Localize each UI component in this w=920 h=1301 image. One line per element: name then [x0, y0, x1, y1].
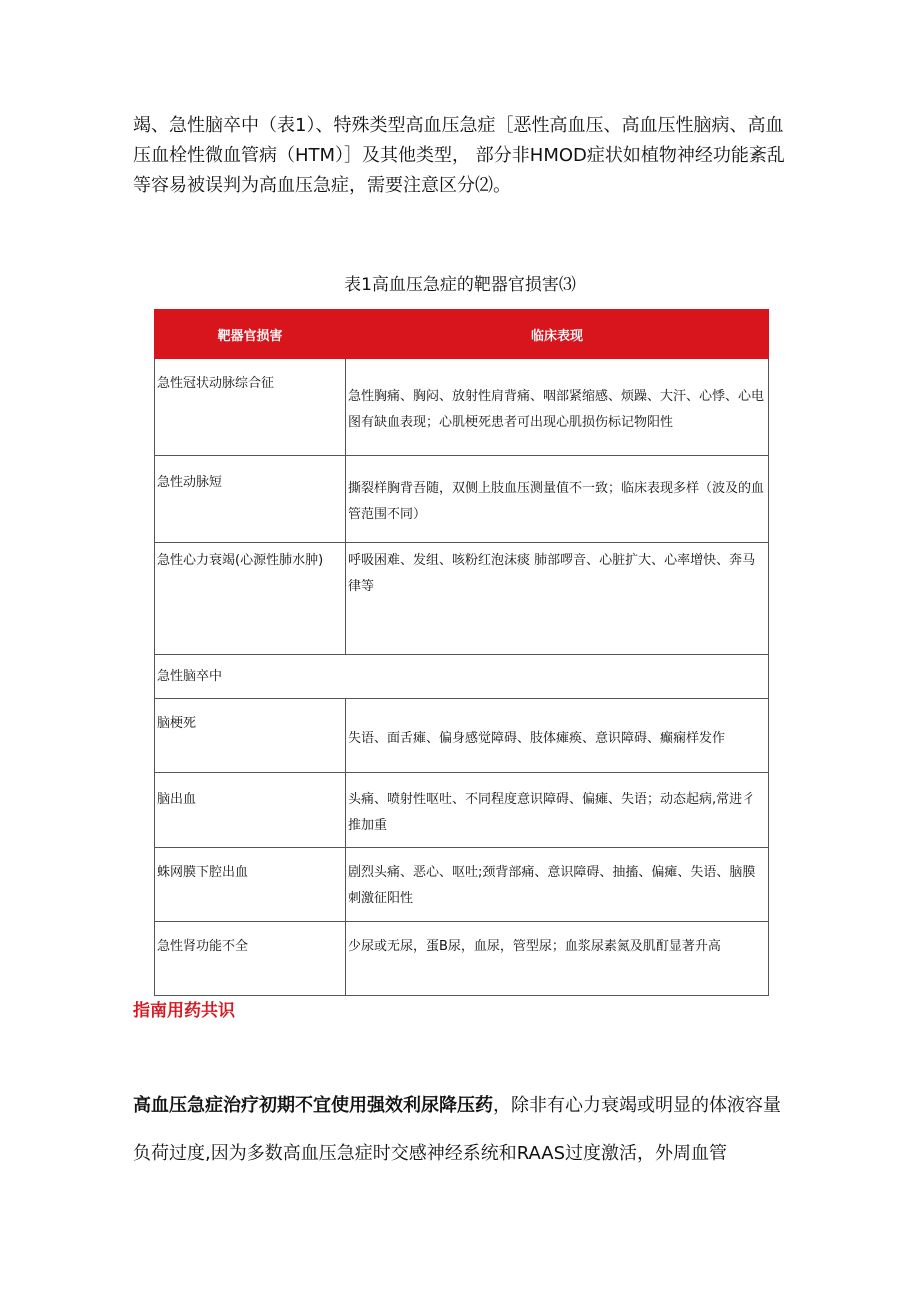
section-row — [155, 655, 769, 699]
symptoms-cell: 少尿或无尿，蛋B尿，血尿，管型尿；血浆尿素氮及肌酊显著升高 — [346, 922, 769, 996]
table-row — [155, 922, 769, 996]
organ-cell: 急性冠状动脉综合征 — [155, 359, 346, 456]
organ-damage-table — [154, 309, 769, 996]
organ-cell: 急性心力衰竭(心源性肺水肿) — [155, 543, 346, 655]
table-header-row — [155, 310, 769, 359]
intro-paragraph: 竭、急性脑卒中（表1）、特殊类型高血压急症［恶性高血压、高血压性脑病、高血压血栓性微血管病（HTM）］及其他类型， 部分非HMOD症状如植物神经功能紊乱等容易被误判为高血压急症，需要注意区分⑵。 — [133, 115, 785, 196]
organ-cell: 脑梗死 — [155, 699, 346, 773]
symptoms-cell: 失语、面舌瘫、偏身感觉障碍、肢体瘫痪、意识障碍、癫痫样发作 — [346, 699, 769, 773]
table-row — [155, 848, 769, 922]
table-row — [155, 359, 769, 456]
symptoms-cell: 头痛、喷射性呕吐、不同程度意识障碍、偏瘫、失语；动态起病,常进彳推加重 — [346, 773, 769, 848]
table-caption: 表1高血压急症的靶器官损害⑶ — [344, 275, 576, 295]
section-cell: 急性脑卒中 — [155, 655, 769, 699]
table-row — [155, 773, 769, 848]
organ-cell: 蛛网膜下腔出血 — [155, 848, 346, 922]
table-row — [155, 699, 769, 773]
guideline-paragraph — [133, 1082, 795, 1178]
symptoms-cell: 剧烈头痛、恶心、呕吐;颈背部痛、意识障碍、抽搐、偏瘫、失语、脑膜刺激征阳性 — [346, 848, 769, 922]
guideline-bold-text: 高血压急症治疗初期不宜使用强效利尿降压药 — [133, 1095, 493, 1116]
guideline-heading: 指南用药共识 — [133, 1001, 235, 1021]
symptoms-cell: 呼吸困难、发组、咳粉红泡沫痰 肺部啰音、心脏扩大、心率增快、奔马律等 — [346, 543, 769, 655]
organ-cell: 急性动脉短 — [155, 456, 346, 543]
header-symptoms: 临床表现 — [346, 310, 769, 359]
header-organ: 靶器官损害 — [155, 310, 346, 359]
organ-cell: 脑出血 — [155, 773, 346, 848]
organ-cell: 急性肾功能不全 — [155, 922, 346, 996]
symptoms-cell: 急性胸痛、胸闷、放射性肩背痛、咽部紧缩感、烦躁、大汗、心悸、心电图有缺血表现；心肌梗死患者可出现心肌损伤标记物阳性 — [346, 359, 769, 456]
table-row — [155, 543, 769, 655]
guideline-text: ，除非有心力衰竭或明显的体液容量负荷过度,因为多数高血压急症时交感神经系统和RAAS过度激活，外周血管 — [133, 1095, 781, 1164]
symptoms-cell: 撕裂样胸背吾随，双侧上肢血压测量值不一致；临床表现多样（波及的血管范围不同） — [346, 456, 769, 543]
table-row — [155, 456, 769, 543]
